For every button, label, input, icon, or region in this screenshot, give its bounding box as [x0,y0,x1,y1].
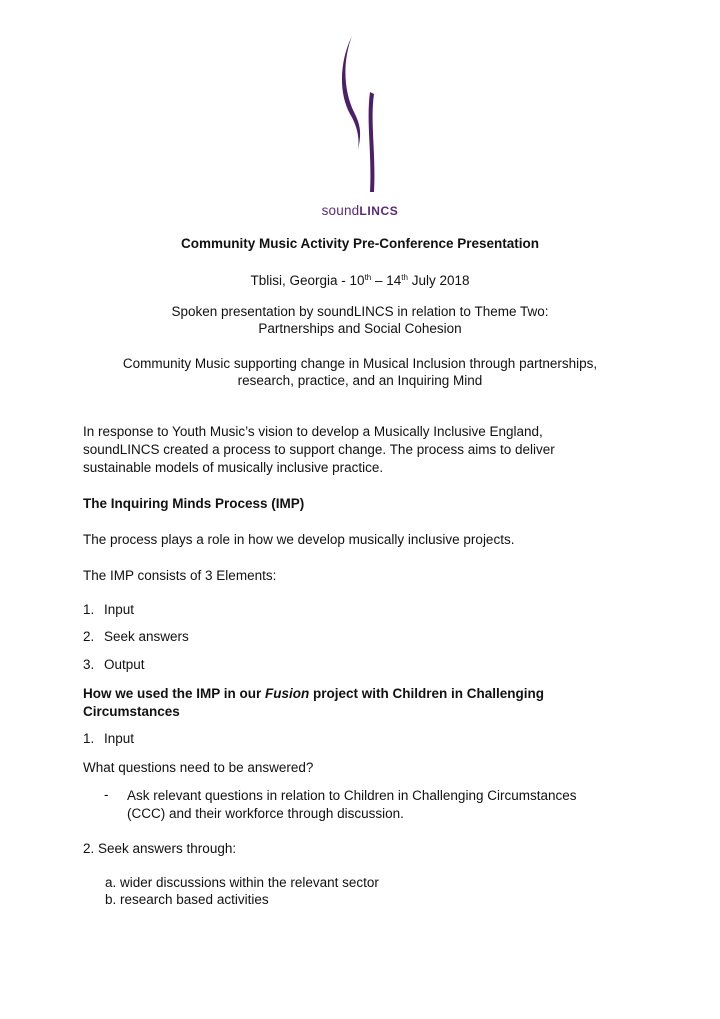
step-label: Input [104,731,135,746]
list-item [0,657,720,677]
list-item [0,602,720,622]
document-title: Community Music Activity Pre-Conference Presentation [180,236,540,251]
fusion-heading-before: How we used the IMP in our [83,686,266,701]
list-label: Seek answers [104,629,189,644]
intro-line-3: sustainable models of musically inclusive practice. [83,460,384,475]
step-two: 2. Seek answers through: [83,841,237,856]
sub-item: b. research based activities [105,892,269,907]
step-number: 1. [83,731,95,746]
step-one [0,731,720,751]
date-location [0,273,720,288]
logo-text-bold: LINCS [359,204,399,218]
bullet-line-2: (CCC) and their workforce through discussion. [127,806,404,821]
fusion-heading-line-1 [83,686,663,701]
location-sup-2: th [401,273,408,282]
spoken-line-2: Partnerships and Social Cohesion [258,321,462,336]
question-text: What questions need to be answered? [83,760,314,775]
location-sup-1: th [364,273,372,282]
list-label: Output [104,657,145,672]
spoken-line-1: Spoken presentation by soundLINCS in relation to Theme Two: [171,304,549,319]
fusion-heading-after: project with Children in Challenging [309,686,545,701]
subtitle-line-2: research, practice, and an Inquiring Mind [237,373,483,388]
location-prefix: Tblisi, Georgia - 10 [250,273,365,288]
soundlincs-logo-mark [330,32,390,194]
sub-item: a. wider discussions within the relevant sector [105,875,379,890]
imp-role-text: The process plays a role in how we develop musically inclusive projects. [83,532,515,547]
location-middle: – 14 [371,273,402,288]
fusion-heading-italic: Fusion [265,686,310,701]
intro-line-1: In response to Youth Music’s vision to develop a Musically Inclusive England, [83,424,543,439]
imp-heading: The Inquiring Minds Process (IMP) [83,496,305,511]
logo-text-light: sound [321,203,360,218]
subtitle-line-1: Community Music supporting change in Musical Inclusion through partnerships, [122,356,598,371]
list-label: Input [104,602,135,617]
location-suffix: July 2018 [407,273,470,288]
bullet-line-1: Ask relevant questions in relation to Children in Challenging Circumstances [127,788,577,803]
intro-line-2: soundLINCS created a process to support change. The process aims to deliver [83,442,555,457]
imp-elements-intro: The IMP consists of 3 Elements: [83,568,277,583]
bullet-item [0,787,720,827]
list-number: 3. [83,657,95,672]
list-number: 1. [83,602,95,617]
list-item [0,629,720,649]
fusion-heading-line-2: Circumstances [83,704,180,719]
logo-wordmark [0,203,720,218]
bullet-dash: - [104,787,109,802]
list-number: 2. [83,629,95,644]
bullet-text [127,787,637,823]
